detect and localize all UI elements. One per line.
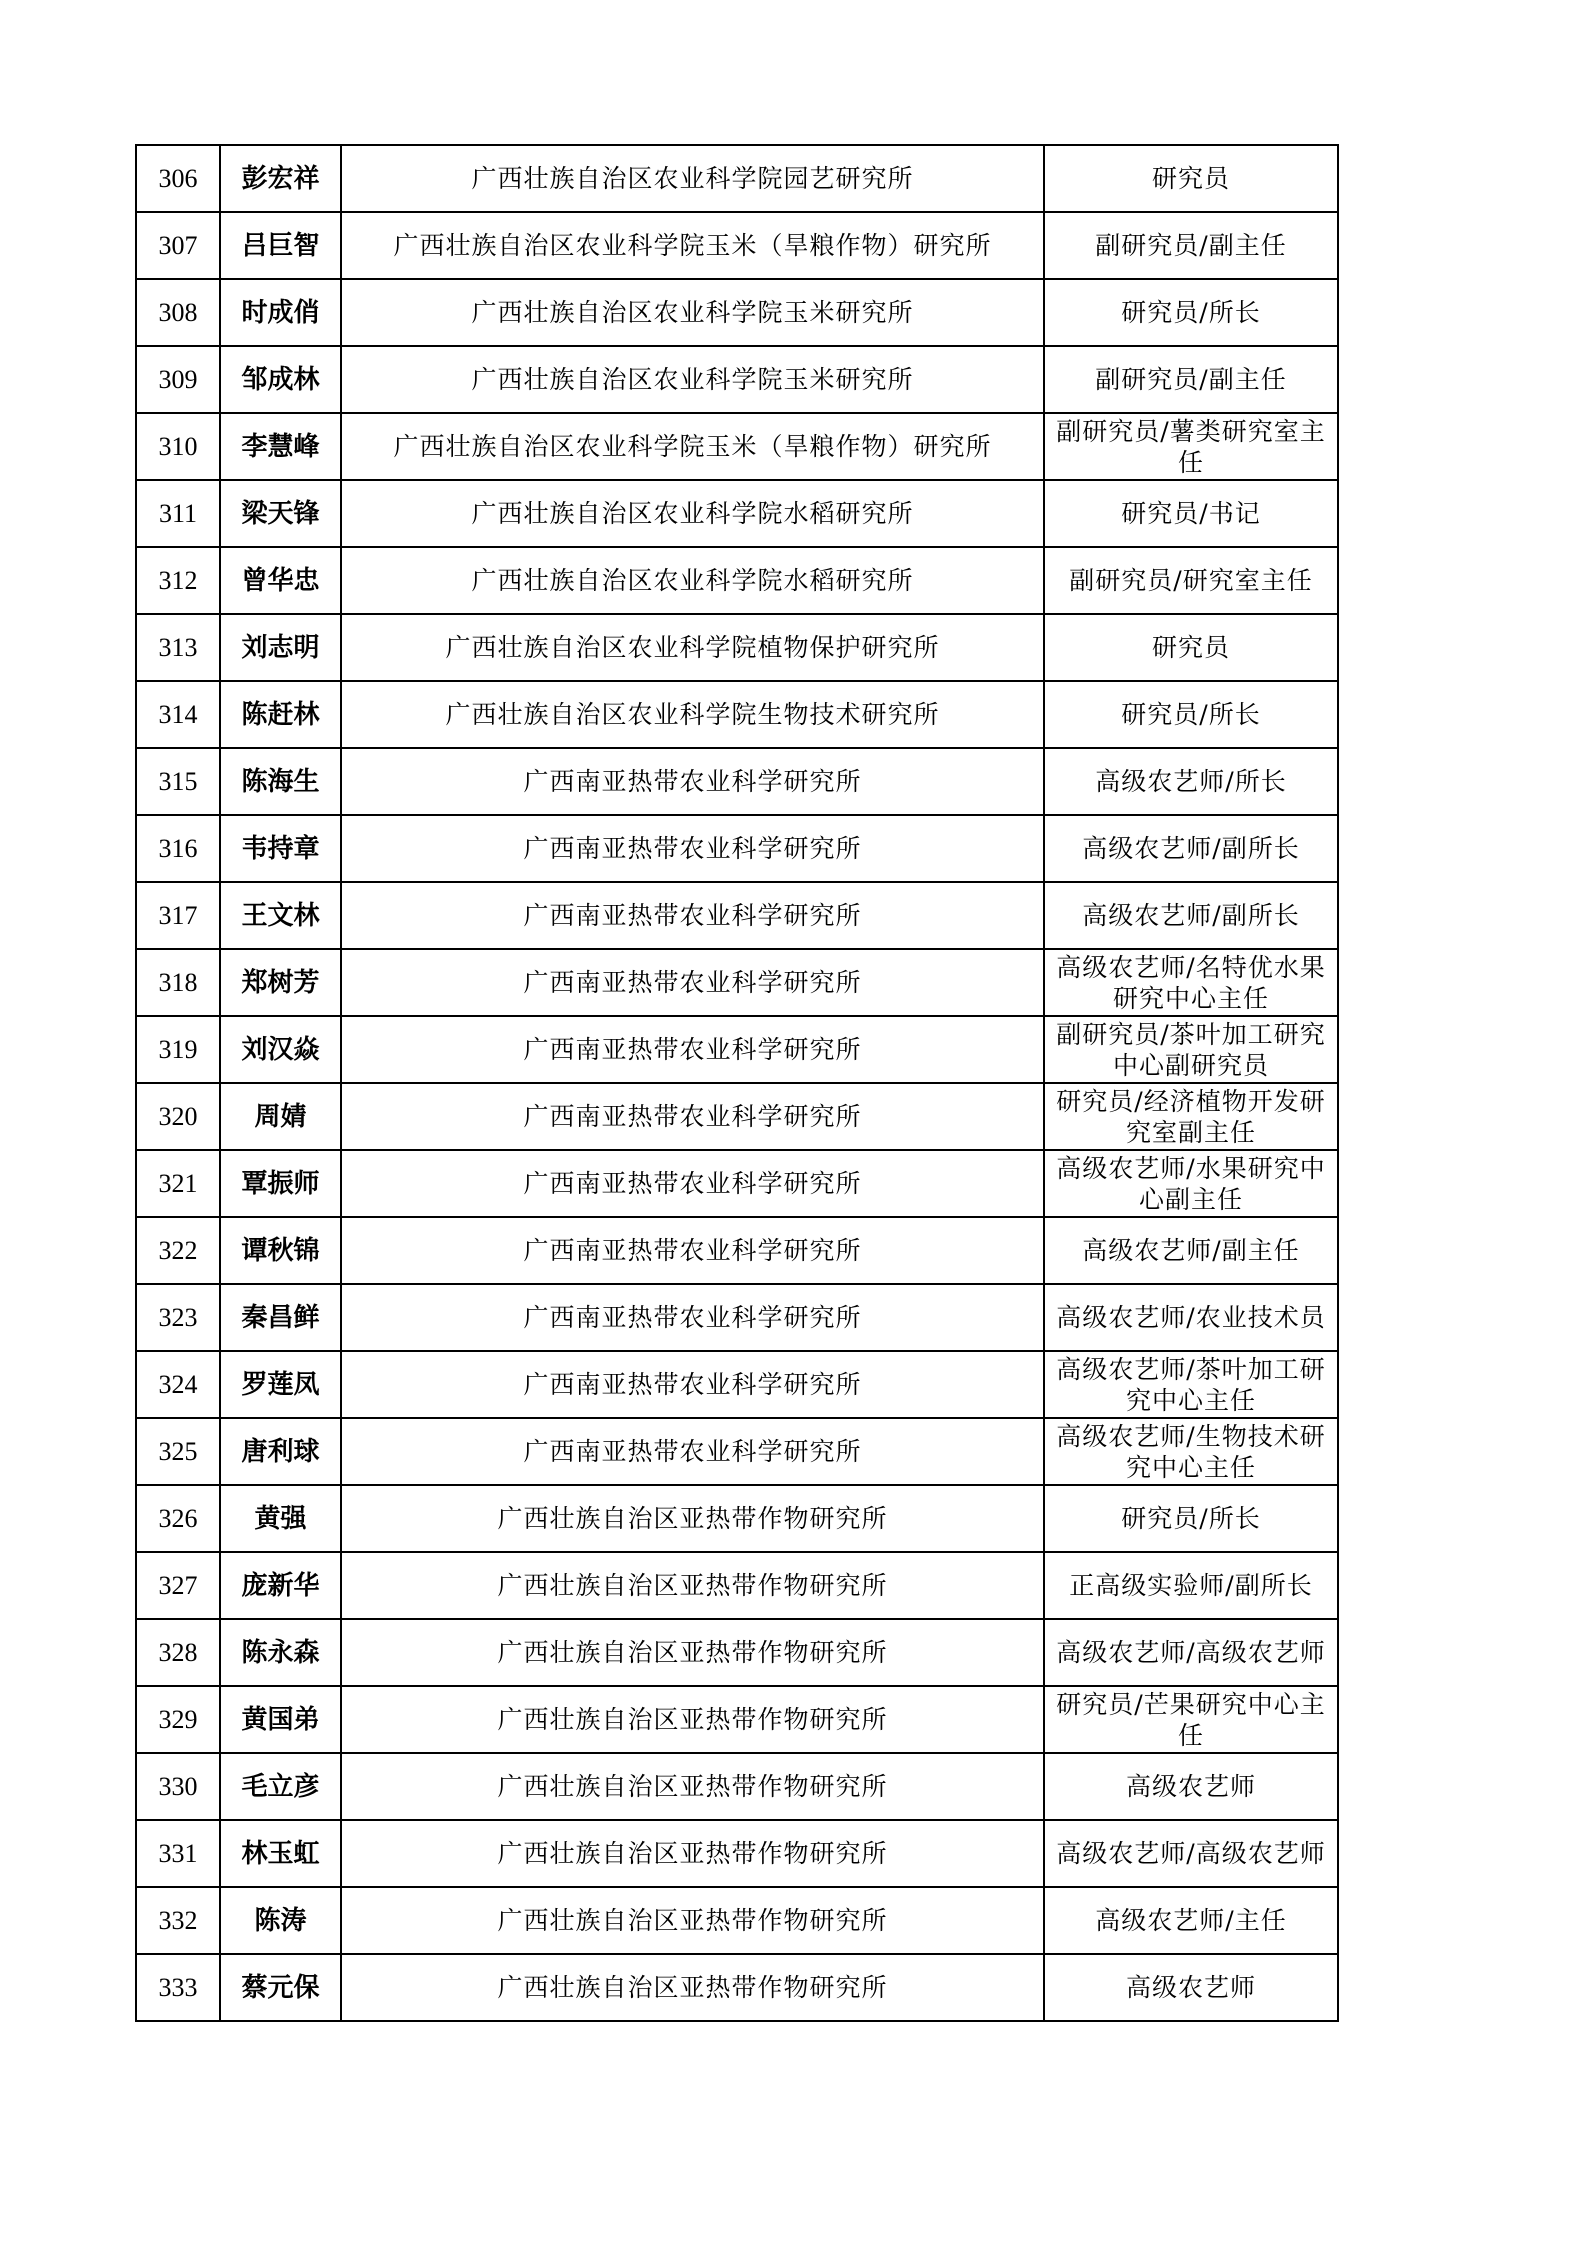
title-cell: 副研究员/副主任 <box>1044 346 1338 413</box>
name-cell: 陈涛 <box>220 1887 341 1954</box>
title-cell: 副研究员/茶叶加工研究中心副研究员 <box>1044 1016 1338 1083</box>
unit-cell: 广西壮族自治区农业科学院园艺研究所 <box>341 145 1044 212</box>
unit-cell: 广西壮族自治区农业科学院水稻研究所 <box>341 547 1044 614</box>
name-cell: 秦昌鲜 <box>220 1284 341 1351</box>
serial-number-cell: 323 <box>136 1284 220 1351</box>
title-cell: 高级农艺师/高级农艺师 <box>1044 1820 1338 1887</box>
serial-number-cell: 322 <box>136 1217 220 1284</box>
name-cell: 周婧 <box>220 1083 341 1150</box>
serial-number-cell: 328 <box>136 1619 220 1686</box>
title-cell: 研究员 <box>1044 614 1338 681</box>
table-row <box>136 1150 1338 1217</box>
unit-cell: 广西壮族自治区农业科学院玉米（旱粮作物）研究所 <box>341 413 1044 480</box>
table-row <box>136 1351 1338 1418</box>
table-row <box>136 346 1338 413</box>
title-cell: 研究员/所长 <box>1044 681 1338 748</box>
name-cell: 刘志明 <box>220 614 341 681</box>
serial-number-cell: 333 <box>136 1954 220 2021</box>
unit-cell: 广西南亚热带农业科学研究所 <box>341 1016 1044 1083</box>
unit-cell: 广西壮族自治区亚热带作物研究所 <box>341 1686 1044 1753</box>
title-cell: 副研究员/研究室主任 <box>1044 547 1338 614</box>
serial-number-cell: 327 <box>136 1552 220 1619</box>
serial-number-cell: 312 <box>136 547 220 614</box>
table-row <box>136 815 1338 882</box>
unit-cell: 广西壮族自治区亚热带作物研究所 <box>341 1753 1044 1820</box>
table-row <box>136 279 1338 346</box>
table-row <box>136 1016 1338 1083</box>
title-cell: 研究员/所长 <box>1044 1485 1338 1552</box>
table-row <box>136 1083 1338 1150</box>
unit-cell: 广西壮族自治区农业科学院水稻研究所 <box>341 480 1044 547</box>
title-cell: 高级农艺师/所长 <box>1044 748 1338 815</box>
name-cell: 毛立彦 <box>220 1753 341 1820</box>
serial-number-cell: 330 <box>136 1753 220 1820</box>
title-cell: 高级农艺师/副所长 <box>1044 815 1338 882</box>
title-cell: 高级农艺师/生物技术研究中心主任 <box>1044 1418 1338 1485</box>
table-row <box>136 748 1338 815</box>
name-cell: 陈永森 <box>220 1619 341 1686</box>
unit-cell: 广西南亚热带农业科学研究所 <box>341 1083 1044 1150</box>
serial-number-cell: 324 <box>136 1351 220 1418</box>
table-row <box>136 1217 1338 1284</box>
title-cell: 高级农艺师/名特优水果研究中心主任 <box>1044 949 1338 1016</box>
serial-number-cell: 311 <box>136 480 220 547</box>
name-cell: 彭宏祥 <box>220 145 341 212</box>
serial-number-cell: 321 <box>136 1150 220 1217</box>
title-cell: 副研究员/副主任 <box>1044 212 1338 279</box>
name-cell: 李慧峰 <box>220 413 341 480</box>
serial-number-cell: 316 <box>136 815 220 882</box>
serial-number-cell: 325 <box>136 1418 220 1485</box>
title-cell: 研究员 <box>1044 145 1338 212</box>
name-cell: 唐利球 <box>220 1418 341 1485</box>
name-cell: 韦持章 <box>220 815 341 882</box>
name-cell: 覃振师 <box>220 1150 341 1217</box>
title-cell: 高级农艺师/高级农艺师 <box>1044 1619 1338 1686</box>
unit-cell: 广西壮族自治区亚热带作物研究所 <box>341 1552 1044 1619</box>
name-cell: 刘汉焱 <box>220 1016 341 1083</box>
name-cell: 黄国弟 <box>220 1686 341 1753</box>
table-row <box>136 1418 1338 1485</box>
table-row <box>136 145 1338 212</box>
name-cell: 陈赶林 <box>220 681 341 748</box>
unit-cell: 广西壮族自治区农业科学院生物技术研究所 <box>341 681 1044 748</box>
title-cell: 高级农艺师/水果研究中心副主任 <box>1044 1150 1338 1217</box>
serial-number-cell: 306 <box>136 145 220 212</box>
unit-cell: 广西南亚热带农业科学研究所 <box>341 1284 1044 1351</box>
name-cell: 罗莲凤 <box>220 1351 341 1418</box>
title-cell: 高级农艺师/茶叶加工研究中心主任 <box>1044 1351 1338 1418</box>
table-row <box>136 1686 1338 1753</box>
table-row <box>136 614 1338 681</box>
serial-number-cell: 318 <box>136 949 220 1016</box>
serial-number-cell: 307 <box>136 212 220 279</box>
title-cell: 副研究员/薯类研究室主任 <box>1044 413 1338 480</box>
serial-number-cell: 331 <box>136 1820 220 1887</box>
name-cell: 邹成林 <box>220 346 341 413</box>
title-cell: 高级农艺师 <box>1044 1753 1338 1820</box>
serial-number-cell: 313 <box>136 614 220 681</box>
name-cell: 蔡元保 <box>220 1954 341 2021</box>
table-row <box>136 1887 1338 1954</box>
title-cell: 高级农艺师/副所长 <box>1044 882 1338 949</box>
unit-cell: 广西南亚热带农业科学研究所 <box>341 748 1044 815</box>
name-cell: 陈海生 <box>220 748 341 815</box>
name-cell: 黄强 <box>220 1485 341 1552</box>
unit-cell: 广西壮族自治区农业科学院玉米研究所 <box>341 279 1044 346</box>
serial-number-cell: 317 <box>136 882 220 949</box>
title-cell: 研究员/经济植物开发研究室副主任 <box>1044 1083 1338 1150</box>
name-cell: 吕巨智 <box>220 212 341 279</box>
unit-cell: 广西南亚热带农业科学研究所 <box>341 1418 1044 1485</box>
name-cell: 王文林 <box>220 882 341 949</box>
table-row <box>136 1619 1338 1686</box>
unit-cell: 广西壮族自治区农业科学院玉米研究所 <box>341 346 1044 413</box>
title-cell: 正高级实验师/副所长 <box>1044 1552 1338 1619</box>
table-row <box>136 882 1338 949</box>
table-row <box>136 1820 1338 1887</box>
title-cell: 研究员/书记 <box>1044 480 1338 547</box>
name-cell: 林玉虹 <box>220 1820 341 1887</box>
table-row <box>136 212 1338 279</box>
roster-body <box>136 145 1338 2021</box>
serial-number-cell: 326 <box>136 1485 220 1552</box>
unit-cell: 广西南亚热带农业科学研究所 <box>341 1217 1044 1284</box>
serial-number-cell: 309 <box>136 346 220 413</box>
table-row <box>136 681 1338 748</box>
table-row <box>136 1485 1338 1552</box>
serial-number-cell: 332 <box>136 1887 220 1954</box>
serial-number-cell: 315 <box>136 748 220 815</box>
table-row <box>136 413 1338 480</box>
serial-number-cell: 329 <box>136 1686 220 1753</box>
unit-cell: 广西壮族自治区亚热带作物研究所 <box>341 1820 1044 1887</box>
expert-roster-table <box>135 144 1339 2022</box>
table-row <box>136 1552 1338 1619</box>
unit-cell: 广西南亚热带农业科学研究所 <box>341 1351 1044 1418</box>
unit-cell: 广西壮族自治区亚热带作物研究所 <box>341 1619 1044 1686</box>
name-cell: 庞新华 <box>220 1552 341 1619</box>
title-cell: 高级农艺师 <box>1044 1954 1338 2021</box>
unit-cell: 广西壮族自治区亚热带作物研究所 <box>341 1485 1044 1552</box>
unit-cell: 广西南亚热带农业科学研究所 <box>341 882 1044 949</box>
table-row <box>136 547 1338 614</box>
title-cell: 高级农艺师/农业技术员 <box>1044 1284 1338 1351</box>
serial-number-cell: 314 <box>136 681 220 748</box>
serial-number-cell: 310 <box>136 413 220 480</box>
table-row <box>136 1954 1338 2021</box>
unit-cell: 广西壮族自治区农业科学院玉米（旱粮作物）研究所 <box>341 212 1044 279</box>
name-cell: 曾华忠 <box>220 547 341 614</box>
name-cell: 谭秋锦 <box>220 1217 341 1284</box>
serial-number-cell: 319 <box>136 1016 220 1083</box>
unit-cell: 广西南亚热带农业科学研究所 <box>341 949 1044 1016</box>
unit-cell: 广西壮族自治区亚热带作物研究所 <box>341 1887 1044 1954</box>
serial-number-cell: 320 <box>136 1083 220 1150</box>
unit-cell: 广西壮族自治区亚热带作物研究所 <box>341 1954 1044 2021</box>
table-row <box>136 1753 1338 1820</box>
name-cell: 时成俏 <box>220 279 341 346</box>
table-row <box>136 1284 1338 1351</box>
table-row <box>136 949 1338 1016</box>
table-row <box>136 480 1338 547</box>
unit-cell: 广西南亚热带农业科学研究所 <box>341 815 1044 882</box>
unit-cell: 广西壮族自治区农业科学院植物保护研究所 <box>341 614 1044 681</box>
name-cell: 郑树芳 <box>220 949 341 1016</box>
title-cell: 高级农艺师/主任 <box>1044 1887 1338 1954</box>
unit-cell: 广西南亚热带农业科学研究所 <box>341 1150 1044 1217</box>
serial-number-cell: 308 <box>136 279 220 346</box>
title-cell: 研究员/所长 <box>1044 279 1338 346</box>
title-cell: 研究员/芒果研究中心主任 <box>1044 1686 1338 1753</box>
name-cell: 梁天锋 <box>220 480 341 547</box>
title-cell: 高级农艺师/副主任 <box>1044 1217 1338 1284</box>
